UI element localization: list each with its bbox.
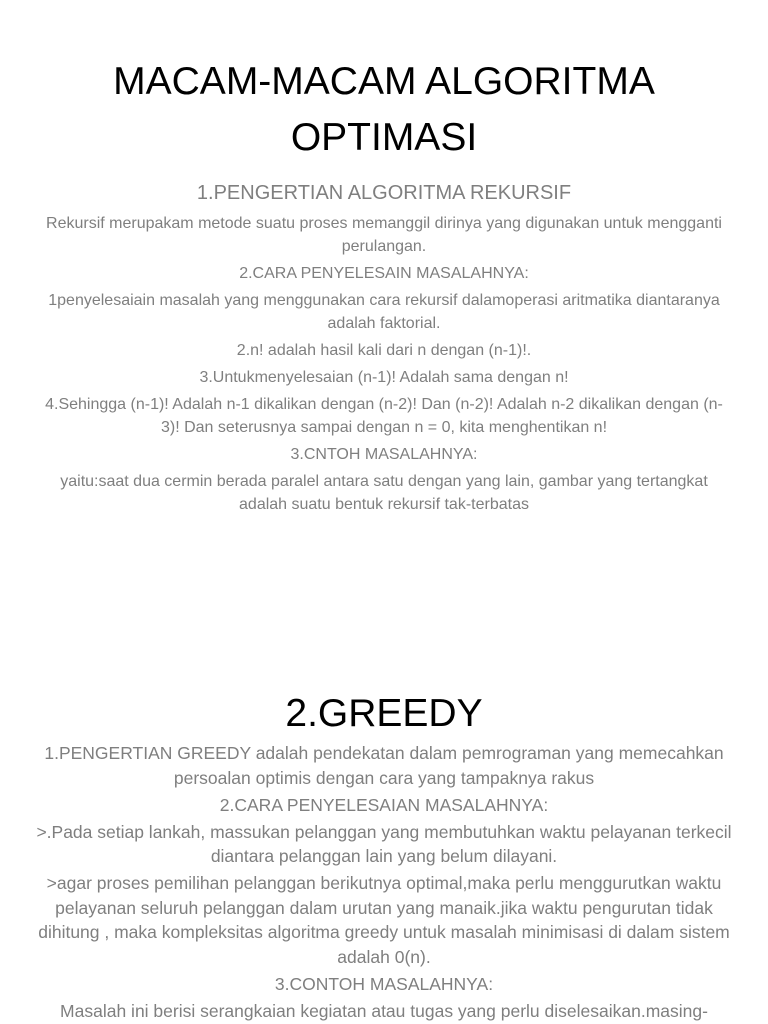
greedy-step-1: >.Pada setiap lankah, massukan pelanggan yang membutuhkan waktu pelayanan terkecil diantara pelanggan lain yang belum dilayani. xyxy=(36,821,732,866)
recursive-step-2: 2.n! adalah hasil kali dari n dengan (n-1)!. xyxy=(236,342,532,359)
recursive-step-3: 3.Untukmenyelesaian (n-1)! Adalah sama dengan n! xyxy=(199,369,569,386)
greedy-section xyxy=(30,741,738,1024)
page-title: MACAM-MACAM ALGORITMA OPTIMASI xyxy=(113,60,655,159)
recursive-method-heading: 2.CARA PENYELESAIN MASALAHNYA: xyxy=(239,265,529,282)
recursive-heading: 1.PENGERTIAN ALGORITMA REKURSIF xyxy=(196,182,572,204)
greedy-step-2: >agar proses pemilihan pelanggan berikutnya optimal,maka perlu menggurutkan waktu pelayanan seluruh pelanggan dalam urutan yang manaik.jika waktu pengurutan tidak dihitung , maka kompleksitas algoritma greedy untuk masalah minimisasi di dalam sistem adalah 0(n). xyxy=(38,873,730,967)
recursive-definition: Rekursif merupakam metode suatu proses memanggil dirinya yang digunakan untuk mengganti perulangan. xyxy=(46,215,722,255)
recursive-step-4: 4.Sehingga (n-1)! Adalah n-1 dikalikan dengan (n-2)! Dan (n-2)! Adalah n-2 dikalikan dengan (n-3)! Dan seterusnya sampai dengan n = 0, kita menghentikan n! xyxy=(45,396,723,436)
greedy-definition: 1.PENGERTIAN GREEDY adalah pendekatan dalam pemrograman yang memecahkan persoalan optimis dengan cara yang tampaknya rakus xyxy=(44,743,724,788)
greedy-heading: 2.GREEDY xyxy=(285,692,483,735)
recursive-example: yaitu:saat dua cermin berada paralel antara satu dengan yang lain, gambar yang tertangkat adalah suatu bentuk rekursif tak-terbatas xyxy=(60,473,708,513)
recursive-example-heading: 3.CNTOH MASALAHNYA: xyxy=(290,446,478,463)
recursive-section xyxy=(40,180,728,520)
greedy-example-heading: 3.CONTOH MASALAHNYA: xyxy=(274,973,494,994)
greedy-method-heading: 2.CARA PENYELESAIAN MASALAHNYA: xyxy=(219,794,549,815)
recursive-step-1: 1penyelesaiain masalah yang menggunakan cara rekursif dalamoperasi aritmatika diantaranya adalah faktorial. xyxy=(48,292,720,332)
greedy-example: Masalah ini berisi serangkaian kegiatan atau tugas yang perlu diselesaikan.masing- xyxy=(60,1000,708,1021)
